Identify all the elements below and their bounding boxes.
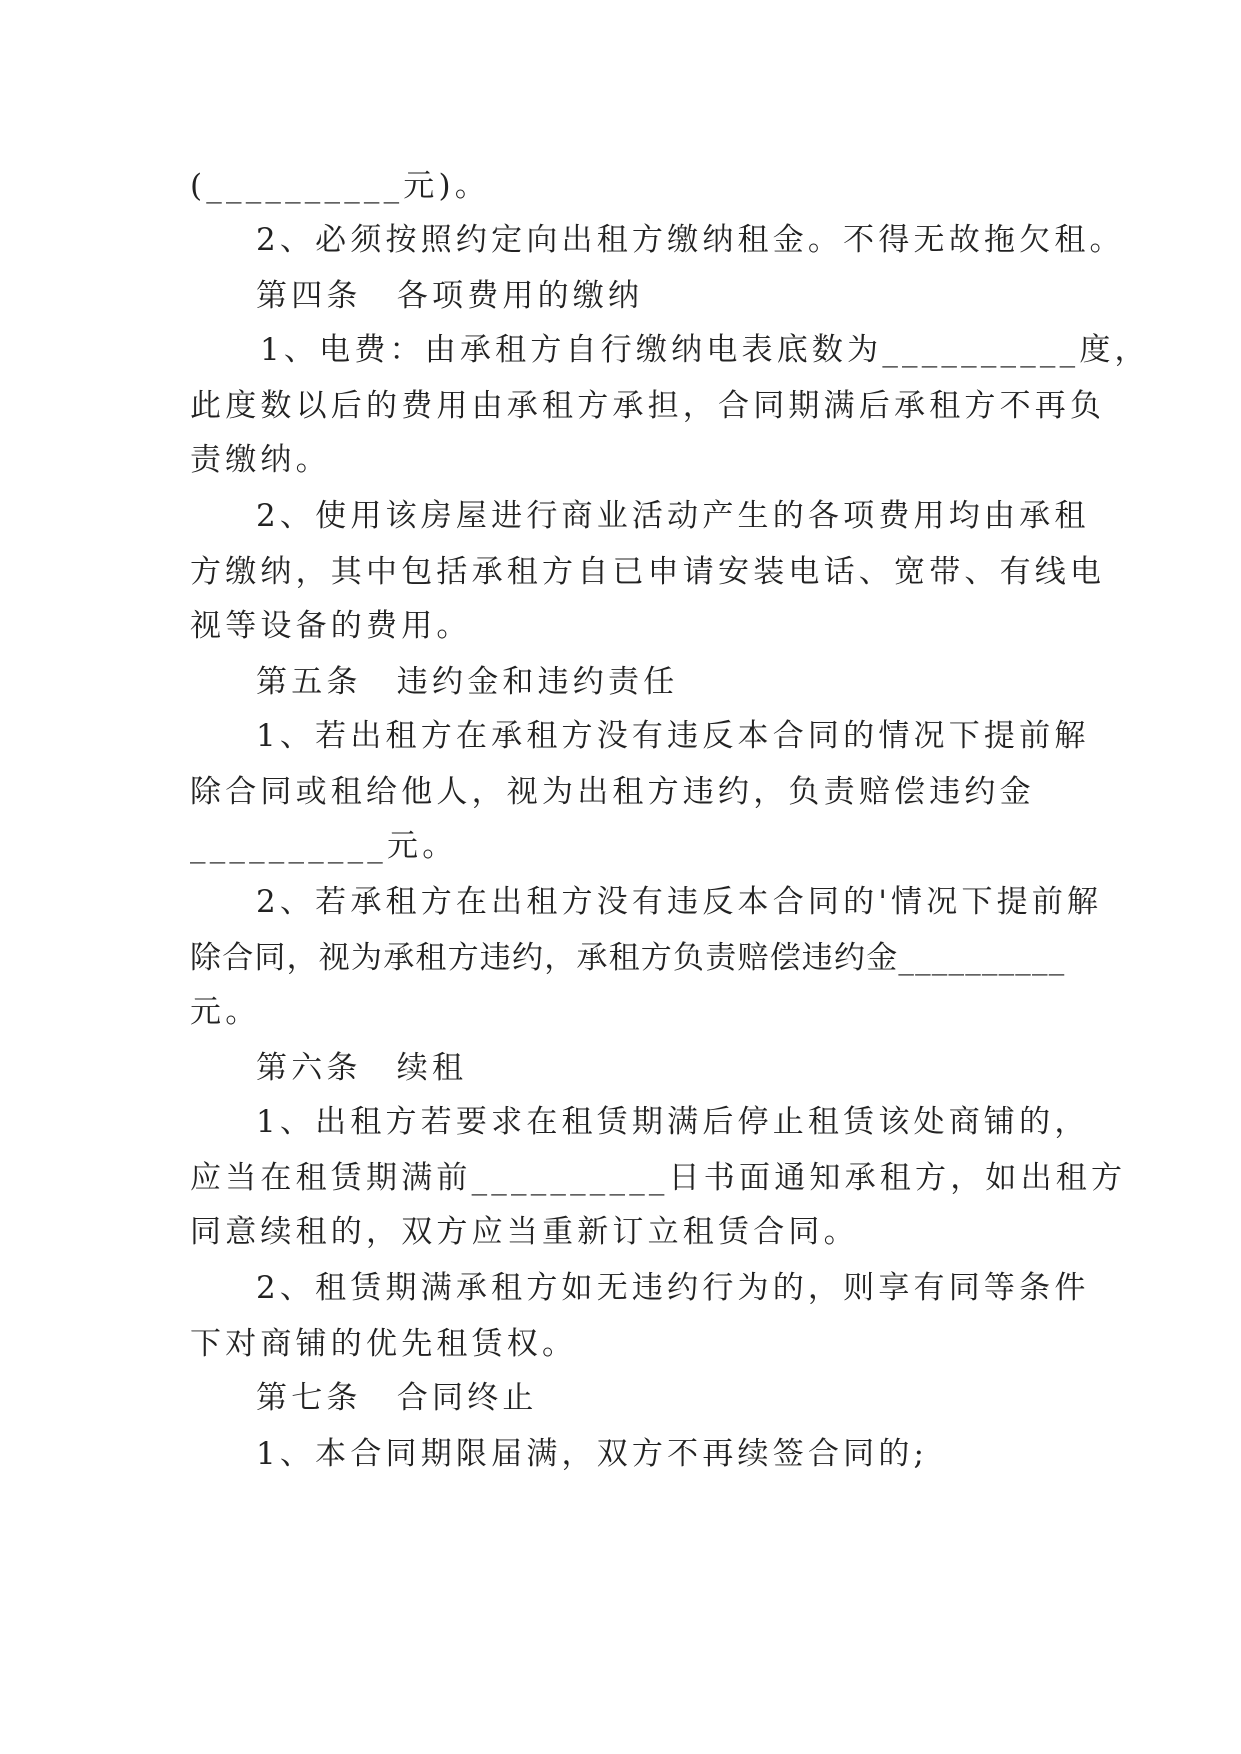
text-line: 2、必须按照约定向出租方缴纳租金。不得无故拖欠租。 (256, 222, 1125, 258)
text-line: 1、本合同期限届满，双方不再续签合同的; (256, 1436, 929, 1472)
text-line: 此度数以后的费用由承租方承担，合同期满后承租方不再负 (190, 388, 1106, 424)
text-line: __________元。 (190, 828, 458, 864)
text-line: 2、若承租方在出租方没有违反本合同的'情况下提前解 (256, 884, 1103, 920)
text-line: 除合同或租给他人，视为出租方违约，负责赔偿违约金 (190, 774, 1035, 810)
text-line: 1、若出租方在承租方没有违反本合同的情况下提前解 (256, 718, 1090, 754)
text-line: 除合同，视为承租方违约，承租方负责赔偿违约金__________ (190, 940, 1066, 976)
text-line: 视等设备的费用。 (190, 608, 472, 644)
text-line: 2、使用该房屋进行商业活动产生的各项费用均由承租 (256, 498, 1090, 534)
text-line: 1、电费：由承租方自行缴纳电表底数为__________度， (260, 332, 1150, 368)
section-heading: 第五条 违约金和违约责任 (256, 664, 679, 700)
text-line: 元。 (190, 994, 261, 1030)
text-line: 2、租赁期满承租方如无违约行为的，则享有同等条件 (256, 1270, 1090, 1306)
section-heading: 第六条 续租 (256, 1050, 468, 1086)
text-line: 1、出租方若要求在租赁期满后停止租赁该处商铺的， (256, 1104, 1090, 1140)
text-line: 下对商铺的优先租赁权。 (190, 1326, 578, 1362)
text-line: 责缴纳。 (190, 442, 331, 478)
text-line: 应当在租赁期满前__________日书面通知承租方，如出租方 (190, 1160, 1127, 1196)
section-heading: 第七条 合同终止 (256, 1380, 538, 1416)
section-heading: 第四条 各项费用的缴纳 (256, 278, 644, 314)
text-line: 方缴纳，其中包括承租方自已申请安装电话、宽带、有线电 (190, 554, 1106, 590)
text-line: 同意续租的，双方应当重新订立租赁合同。 (190, 1214, 859, 1250)
text-line: (__________元)。 (190, 168, 490, 204)
